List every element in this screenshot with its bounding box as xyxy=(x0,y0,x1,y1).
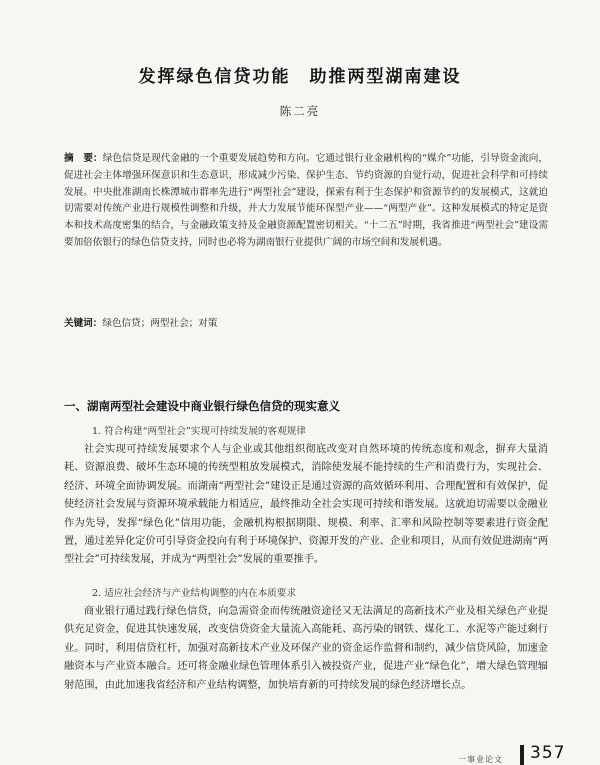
footer-rule xyxy=(520,745,524,765)
keywords-label: 关键词： xyxy=(64,318,103,329)
keywords-text: 绿色信贷；两型社会；对策 xyxy=(102,318,218,329)
subsection-heading-1: 1. 符合构建“两型社会”实现可持续发展的客观规律 xyxy=(92,426,306,437)
body-paragraph-1: 社会实现可持续发展要求个人与企业或其他组织彻底改变对自然环境的传统态度和观念，摒弃大量消耗、资源浪费、破坏生态环境的传统型粗放发展模式，消除使发展不能持续的生产和消费行为，实现社会、经济、环境全面协调发展。而湖南“两型社会”建设正是通过资源的高效循环利用、合理配置和有效保护，促使经济社会发展与资源环境承载能力相适应，最终推动全社会实现可持续和谐发展。这就迫切需要以金融业作为先导，发挥“绿色化”信用功能，金融机构根据期限、规模、利率、汇率和风险控制等要素进行资金配置，通过差异化定价可引导资金投向有利于环境保护、资源开发的产业、企业和项目，从而有效促进湖南“两型社会”可持续发展，并成为“两型社会”发展的重要推手。 xyxy=(64,444,549,566)
article-title: 发挥绿色信贷功能 助推两型湖南建设 xyxy=(138,67,462,87)
author-name: 陈二亮 xyxy=(279,104,321,118)
abstract-text: 绿色信贷是现代金融的一个重要发展趋势和方向。它通过银行业金融机构的“媒介”功能，引导资金流向，促进社会主体增强环保意识和生态意识，形成减少污染、保护生态、节约资源的自觉行动，促进社会科学和可持续发展。中央批准湖南长株潭城市群率先进行“两型社会”建设，探索有利于生态保护和资源节约的发展模式，这就迫切需要对传统产业进行规模性调整和升级，并大力发展节能环保型产业——“两型产业”。这种发展模式的特定是资本和技术高度密集的结合，与金融政策支持及金融资源配置密切相关。“十二五”时期，我省推进“两型社会”建设需要加倍依银行的绿色信贷支持，同时也必将为湖南银行业提供广阔的市场空间和发展机遇。 xyxy=(64,153,548,248)
subsection-heading-2: 2. 适应社会经济与产业结构调整的内在本质要求 xyxy=(92,588,297,599)
journal-name: 一事业论文 xyxy=(458,755,503,764)
body-paragraph-2: 商业银行通过践行绿色信贷，向急需资金而传统融资途径又无法满足的高新技术产业及相关绿色产业提供充足资金，促进其快速发展，改变信贷资金大量流入高能耗、高污染的钢铁、煤化工、水泥等产能过剩行业。同时，利用信贷杠杆，加强对高新技术产业及环保产业的资金运作监督和制约，减少信贷风险，加速金融资本与产业资本融合。还可将金融业绿色管理体系引入被投资产业，促进产业“绿色化”，增大绿色管理辐射范围，由此加速我省经济和产业结构调整，加快培育新的可持续发展的绿色经济增长点。 xyxy=(64,606,548,691)
abstract-label: 摘 要： xyxy=(64,153,103,164)
abstract xyxy=(64,151,548,252)
section-heading: 一、湖南两型社会建设中商业银行绿色信贷的现实意义 xyxy=(64,399,340,413)
keywords xyxy=(64,316,548,332)
page-number: 357 xyxy=(530,743,566,763)
